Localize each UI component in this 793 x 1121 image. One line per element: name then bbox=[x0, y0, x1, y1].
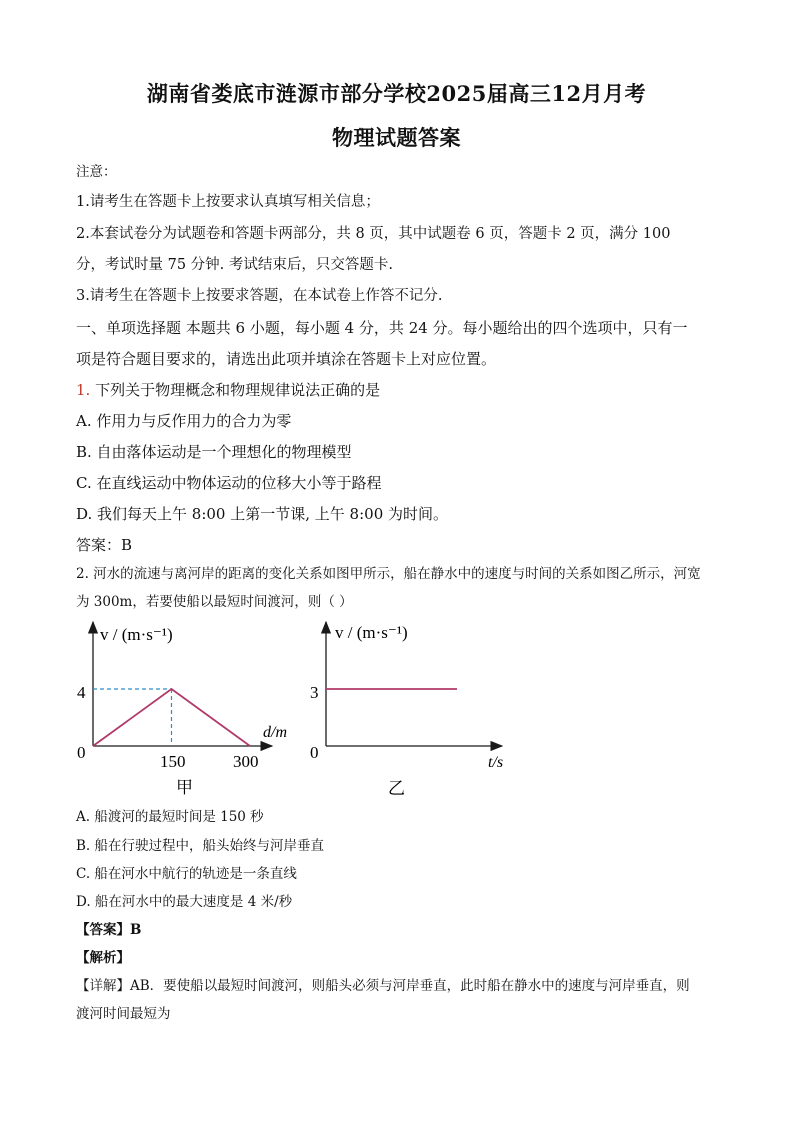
section-1-instructions-line-1: 一、单项选择题 本题共 6 小题，每小题 4 分，共 24 分。每小题给出的四个选项中，只有一 bbox=[76, 319, 688, 337]
question-1-number: 1. bbox=[76, 381, 91, 399]
question-2-figures bbox=[0, 612, 793, 807]
page-title: 湖南省娄底市涟源市部分学校2025届高三12月月考 bbox=[146, 81, 647, 106]
question-2-detail-line-1: 【详解】AB．要使船以最短时间渡河，则船头必须与河岸垂直，此时船在静水中的速度与河岸垂直，则 bbox=[76, 978, 690, 994]
question-2-option-c: C. 船在河水中航行的轨迹是一条直线 bbox=[76, 866, 297, 882]
question-2-detail-line-2: 渡河时间最短为 bbox=[76, 1006, 171, 1022]
question-1-text: 下列关于物理概念和物理规律说法正确的是 bbox=[95, 381, 381, 399]
question-2-stem-line-2: 为 300m，若要使船以最短时间渡河，则（ ） bbox=[76, 594, 353, 610]
question-2-option-a: A. 船渡河的最短时间是 150 秒 bbox=[76, 809, 264, 825]
question-1-option-b: B. 自由落体运动是一个理想化的物理模型 bbox=[76, 443, 352, 461]
notes-item-2-line-2: 分，考试时量 75 分钟. 考试结束后，只交答题卡. bbox=[76, 257, 393, 273]
chart-jia-x-tick-0: 0 bbox=[77, 743, 86, 762]
notes-item-1: 1.请考生在答题卡上按要求认真填写相关信息； bbox=[76, 194, 380, 210]
question-1-option-a: A. 作用力与反作用力的合力为零 bbox=[76, 412, 292, 430]
question-1-answer: 答案：B bbox=[76, 536, 133, 554]
question-2-answer: 【答案】B bbox=[76, 922, 142, 938]
page-subtitle: 物理试题答案 bbox=[332, 125, 461, 150]
chart-jia-caption: 甲 bbox=[176, 778, 193, 797]
notes-item-2-line-1: 2.本套试卷分为试题卷和答题卡两部分，共 8 页，其中试题卷 6 页，答题卡 2 页，满分 100 bbox=[76, 226, 671, 242]
question-2-analysis-label: 【解析】 bbox=[76, 950, 130, 966]
section-1-instructions-line-2: 项是符合题目要求的，请选出此项并填涂在答题卡上对应位置。 bbox=[76, 350, 497, 368]
notes-item-3: 3.请考生在答题卡上按要求答题，在本试卷上作答不记分. bbox=[76, 288, 443, 304]
chart-jia-y-label: v / (m·s⁻¹) bbox=[100, 625, 173, 644]
chart-jia bbox=[77, 622, 287, 797]
question-2-option-b: B. 船在行驶过程中，船头始终与河岸垂直 bbox=[76, 838, 325, 854]
chart-yi-origin-label: 0 bbox=[310, 743, 319, 762]
notes-heading: 注意： bbox=[76, 164, 117, 180]
chart-yi-y-label: v / (m·s⁻¹) bbox=[335, 623, 408, 642]
chart-jia-y-tick-4: 4 bbox=[77, 683, 86, 702]
question-1-option-d: D. 我们每天上午 8:00 上第一节课, 上午 8:00 为时间。 bbox=[76, 505, 449, 523]
chart-yi-caption: 乙 bbox=[388, 779, 405, 798]
question-2-stem-line-1: 2. 河水的流速与离河岸的距离的变化关系如图甲所示，船在静水中的速度与时间的关系如图乙所示，河宽 bbox=[76, 566, 701, 582]
question-2-option-d: D. 船在河水中的最大速度是 4 米/秒 bbox=[76, 894, 293, 910]
chart-yi bbox=[310, 622, 503, 798]
question-1-option-c: C. 在直线运动中物体运动的位移大小等于路程 bbox=[76, 474, 382, 492]
chart-yi-x-label: t/s bbox=[488, 754, 504, 771]
chart-jia-x-tick-300: 300 bbox=[233, 752, 259, 771]
chart-jia-x-tick-150: 150 bbox=[160, 752, 186, 771]
question-1-stem bbox=[76, 380, 733, 400]
chart-jia-x-label: d/m bbox=[263, 724, 287, 741]
chart-yi-y-tick-3: 3 bbox=[310, 683, 319, 702]
